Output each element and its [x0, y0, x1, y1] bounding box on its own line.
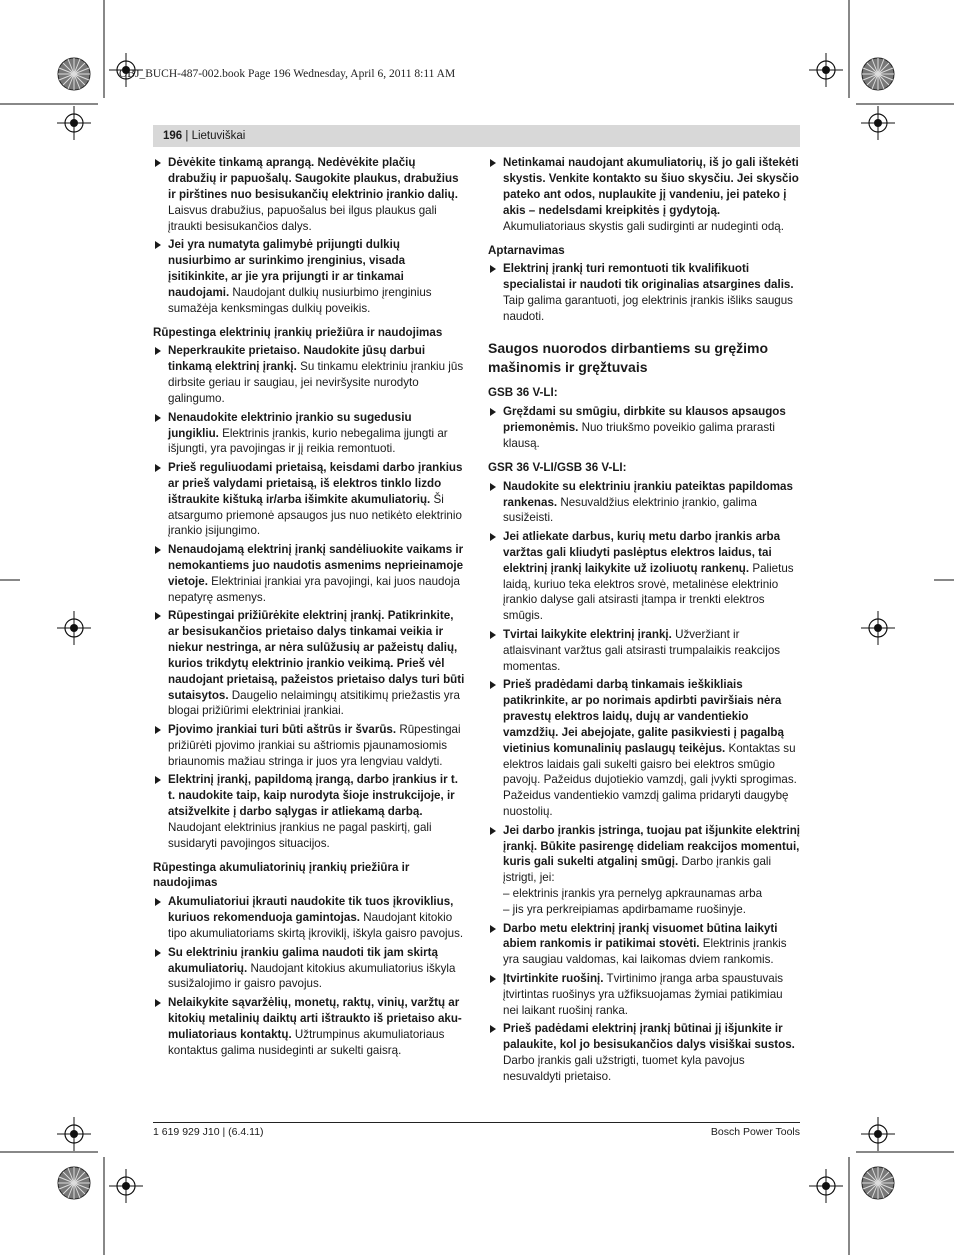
crosshair-icon	[109, 1169, 143, 1203]
item-body-text: Akumuliatoriaus skystis gali sudirginti ar nudeginti odą.	[503, 219, 784, 233]
item-body-text: Elektrinis įrankis yra saugiau valdomas, kai laikomas dviem rankomis.	[503, 937, 787, 967]
subheading: Rūpestinga akumuliatorinių įrankių priežiūra ir naudojimas	[153, 860, 410, 890]
item-body-text: Tvirtinimo įranga arba spaustuvais įtvirtintas ruošinys yra užfiksuojamas žymiai patikimiau nei laikant ruošinį ranka.	[503, 971, 784, 1017]
item-bold-text: Elektrinį įrankį, papildomą įrangą, darbo įrankius ir t. t. naudokite taip, kaip nurodyta šioje instrukcijoje, ir atsižvelkite į darbo sąlygas ir atliekamą darbą.	[168, 773, 458, 818]
item-bold-text: Pjovimo įrankiai turi būti aštrūs ir švarūs.	[168, 722, 397, 736]
item-bold-text: Nenaudokite elektrinio įrankio su sugedusiu jungikliu.	[168, 410, 412, 440]
item-bold-text: Gręždami su smūgiu, dirbkite su klausos apsaugos priemonėmis.	[503, 404, 786, 434]
item-body-text: Rūpestingai prižiūrėti pjovimo įrankiai su aštriomis pjaunamosiomis briaunomis mažiau stringa ir juos yra lengviau valdyti.	[168, 722, 461, 768]
item-body-text: Laisvus drabužius, papuošalus bei ilgus plaukus gali įtraukti besisukančios dalys.	[168, 203, 437, 233]
crosshair-icon	[109, 53, 143, 87]
star-target-icon	[58, 58, 90, 90]
item-bold-text: Dėvėkite tinkamą aprangą. Nedėvėkite plačių drabužių ir papuošalų. Saugokite plaukus, drabužius ir pirštines nuo besisukančių elektrinio įrankio dalių.	[168, 156, 459, 201]
crosshair-icon	[809, 1169, 843, 1203]
crosshair-icon	[861, 611, 895, 645]
header-separator: |	[182, 130, 192, 142]
item-body-text: Palietus laidą, kuriuo teka elektros srovė, metalinėse elektrinio įrankio dalyse gali atsirasti įtampa ir trenkti elektros smūgis.	[503, 561, 794, 623]
item-body-text: Elektriniai įrankiai yra pavojingi, kai juos naudoja nepatyrę asmenys.	[168, 574, 460, 604]
subheading: Rūpestinga elektrinių įrankių priežiūra ir naudojimas	[153, 325, 443, 339]
header-language: Lietuviškai	[191, 130, 246, 142]
item-body-text: Užveržiant ir atlaisvinant varžtus gali atsirasti trumpalaikis reakcijos momentas.	[503, 627, 781, 673]
item-body-text: Daugelio nelaimingų atsitikimų priežastis yra blogai prižiūrimi elektriniai įrankiai.	[168, 688, 460, 718]
footer-brand: Bosch Power Tools	[710, 1126, 800, 1138]
item-bold-text: Rūpestingai prižiūrėkite elektrinį įrankį. Patikrinkite, ar besisukančios prietaiso dalys tinkamai veikia ir niekur nestringa, ar nėra sulūžusių ar pažeistų dalių, kurios trikdytų elektrinio įrankio veikimą. Prieš vėl naudojant prietaisą, pažeistos prietaiso dalys turi būti sutaisytos.	[168, 608, 465, 702]
crosshair-icon	[57, 611, 91, 645]
page-number: 196	[163, 130, 183, 142]
item-bold-text: Elektrinį įrankį turi remontuoti tik kvalifikuoti specialistai ir naudoti tik originalias atsargines dalis.	[503, 262, 794, 292]
crosshair-icon	[57, 106, 91, 140]
item-body-text: Darbo įrankis gali užstrigti, tuomet kyla pavojus nesuvaldyti prietaiso.	[503, 1053, 745, 1083]
item-bold-text: Akumuliatoriui įkrauti naudokite tik tuos įkroviklius, kuriuos rekomenduoja gamintojas.	[168, 895, 454, 925]
book-slug: OBJ_BUCH-487-002.book Page 196 Wednesday, April 6, 2011 8:11 AM	[119, 68, 456, 80]
item-bold-text: Naudokite su elektriniu įrankiu pateiktas papildomas rankenas.	[503, 479, 793, 509]
subheading: GSR 36 V-LI/GSB 36 V-LI:	[488, 460, 627, 474]
item-bold-text: Nenaudojamą elektrinį įrankį sandėliuokite vaikams ir nemokantiems juo naudotis asmenims neprieinamoje vietoje.	[168, 542, 464, 588]
item-bold-text: Netinkamai naudojant akumuliatorių, iš jo gali ištekėti skystis. Venkite kontakto su šiuo skysčiu. Jei skysčio pateko ant odos, nuplaukite jį vandeniu, jei pateko į akis – nedelsdami kreipkitės į gydytoją.	[503, 156, 799, 217]
item-body-text: Taip galima garantuoti, jog elektrinis įrankis išliks saugus naudoti.	[503, 294, 793, 324]
item-body-text: Elektrinis įrankis, kurio nebegalima įjungti ar išjungti, yra pavojingas ir jį reikia remontuoti.	[168, 426, 448, 456]
item-bold-text: Su elektriniu įrankiu galima naudoti tik jam skirtą akumuliatorių.	[168, 945, 438, 975]
footer-doc-code: 1 619 929 J10 | (6.4.11)	[153, 1126, 264, 1138]
item-bold-text: Jei atliekate darbus, kurių metu darbo įrankis arba varžtas gali kliudyti paslėptus elektros laidus, tai elektrinį įrankį laikykite už izoliuotų rankenų.	[503, 529, 781, 575]
item-bold-text: Neperkraukite prietaiso. Naudokite jūsų darbui tinkamą elektrinį įrankį.	[168, 344, 426, 374]
item-body-text: Naudojant elektrinius įrankius ne pagal paskirtį, gali susidaryti pavojingos situacijos.	[168, 820, 432, 850]
item-bold-text: Prieš reguliuodami prietaisą, keisdami darbo įrankius ar prieš valydami prietaisą, iš elektros tinklo lizdo ištraukite kištuką ir/arba išimkite akumuliatorių.	[168, 460, 463, 506]
item-bold-text: Prieš padėdami elektrinį įrankį būtinai jį išjunkite ir palaukite, kol jo besisukančios dalys visiškai sustos.	[503, 1022, 795, 1051]
subheading: Aptarnavimas	[488, 243, 565, 257]
item-bold-text: Darbo metu elektrinį įrankį visuomet būtina laikyti abiem rankomis ir patikimai stovėti.	[503, 921, 778, 951]
section-heading: Saugos nuorodos dirbantiems su gręžimo mašinomis ir gręžtuvais	[488, 340, 769, 376]
crosshair-icon	[809, 53, 843, 87]
item-body-text: Užtrumpinus akumuliatoriaus kontaktus galima nusideginti ar sukelti gaisrą.	[168, 1027, 445, 1057]
item-bold-text: Tvirtai laikykite elektrinį įrankį.	[503, 627, 672, 641]
item-body-text: Naudojant kitokius akumuliatorius iškyla susižalojimo ir gaisro pavojus.	[168, 961, 456, 991]
star-target-icon	[58, 1167, 90, 1199]
item-body-text: Nuo triukšmo poveikio galima prarasti klausą.	[503, 420, 775, 450]
item-bold-text: Įtvirtinkite ruošinį.	[503, 971, 604, 985]
crosshair-icon	[861, 1117, 895, 1151]
item-body-text: Naudojant dulkių nusiurbimo įrenginius sumažėja kenksmingas dulkių poveikis.	[168, 285, 432, 315]
item-body-text: Su tinkamu elektriniu įrankiu jūs dirbsite geriau ir saugiau, jei neviršysite nurodyto galingumo.	[168, 360, 464, 406]
crosshair-icon	[861, 106, 895, 140]
item-bold-text: Nelaikykite sąvaržėlių, monetų, raktų, vinių, varžtų ar kitokių metalinių daiktų arti ištraukto iš prietaiso aku-muliatoriaus kontaktų.	[168, 995, 462, 1041]
item-body-text: Nesuvaldžius elektrinio įrankio, galima susižeisti.	[503, 495, 757, 525]
item-bold-text: Jei darbo įrankis įstringa, tuojau pat išjunkite elektrinį įrankį. Būkite pasirengę dideliam reakcijos momentui, kuris gali sukelti atgalinį smūgį.	[503, 823, 801, 869]
item-body-text: Naudojant kitokio tipo akumuliatoriams skirtą įkroviklį, iškyla gaisro pavojus.	[168, 911, 464, 941]
star-target-icon	[862, 1167, 894, 1199]
item-body-text: Ši atsargumo priemonė apsaugos jus nuo netikėto elektrinio įrankio įsijungimo.	[168, 492, 462, 538]
subheading: GSB 36 V-LI:	[488, 386, 558, 400]
item-bold-text: Prieš pradėdami darbą tinkamais ieškikliais patikrinkite, ar po norimais apdirbti paviršiais nėra pravestų elektros laidų, dujų ar vandentiekio vamzdžių. Jei abejojate, galite pasikviesti į pagalbą vietinius komunalinių paslaugų teikėjus.	[503, 677, 784, 755]
crosshair-icon	[57, 1117, 91, 1151]
item-bold-text: Jei yra numatyta galimybė prijungti dulkių nusiurbimo ar surinkimo įrenginius, visada įsitikinkite, ar jie yra prijungti ir ar tinkamai naudojami.	[168, 238, 406, 299]
star-target-icon	[862, 58, 894, 90]
item-body-text: Darbo įrankis gali įstrigti, jei: – elektrinis įrankis yra pernelyg apkraunamas arba – jis yra perkreipiamas apdirbamame ruošinyje.	[503, 855, 772, 917]
item-body-text: Kontaktas su elektros laidais gali sukelti gaisro bei elektros smūgio pavojų. Pažeidus dujotiekio vamzdį, gali įvykti sprogimas. Pažeidus vandentiekio vamzdį galima pridaryti daugybę nuostolių.	[503, 741, 797, 819]
